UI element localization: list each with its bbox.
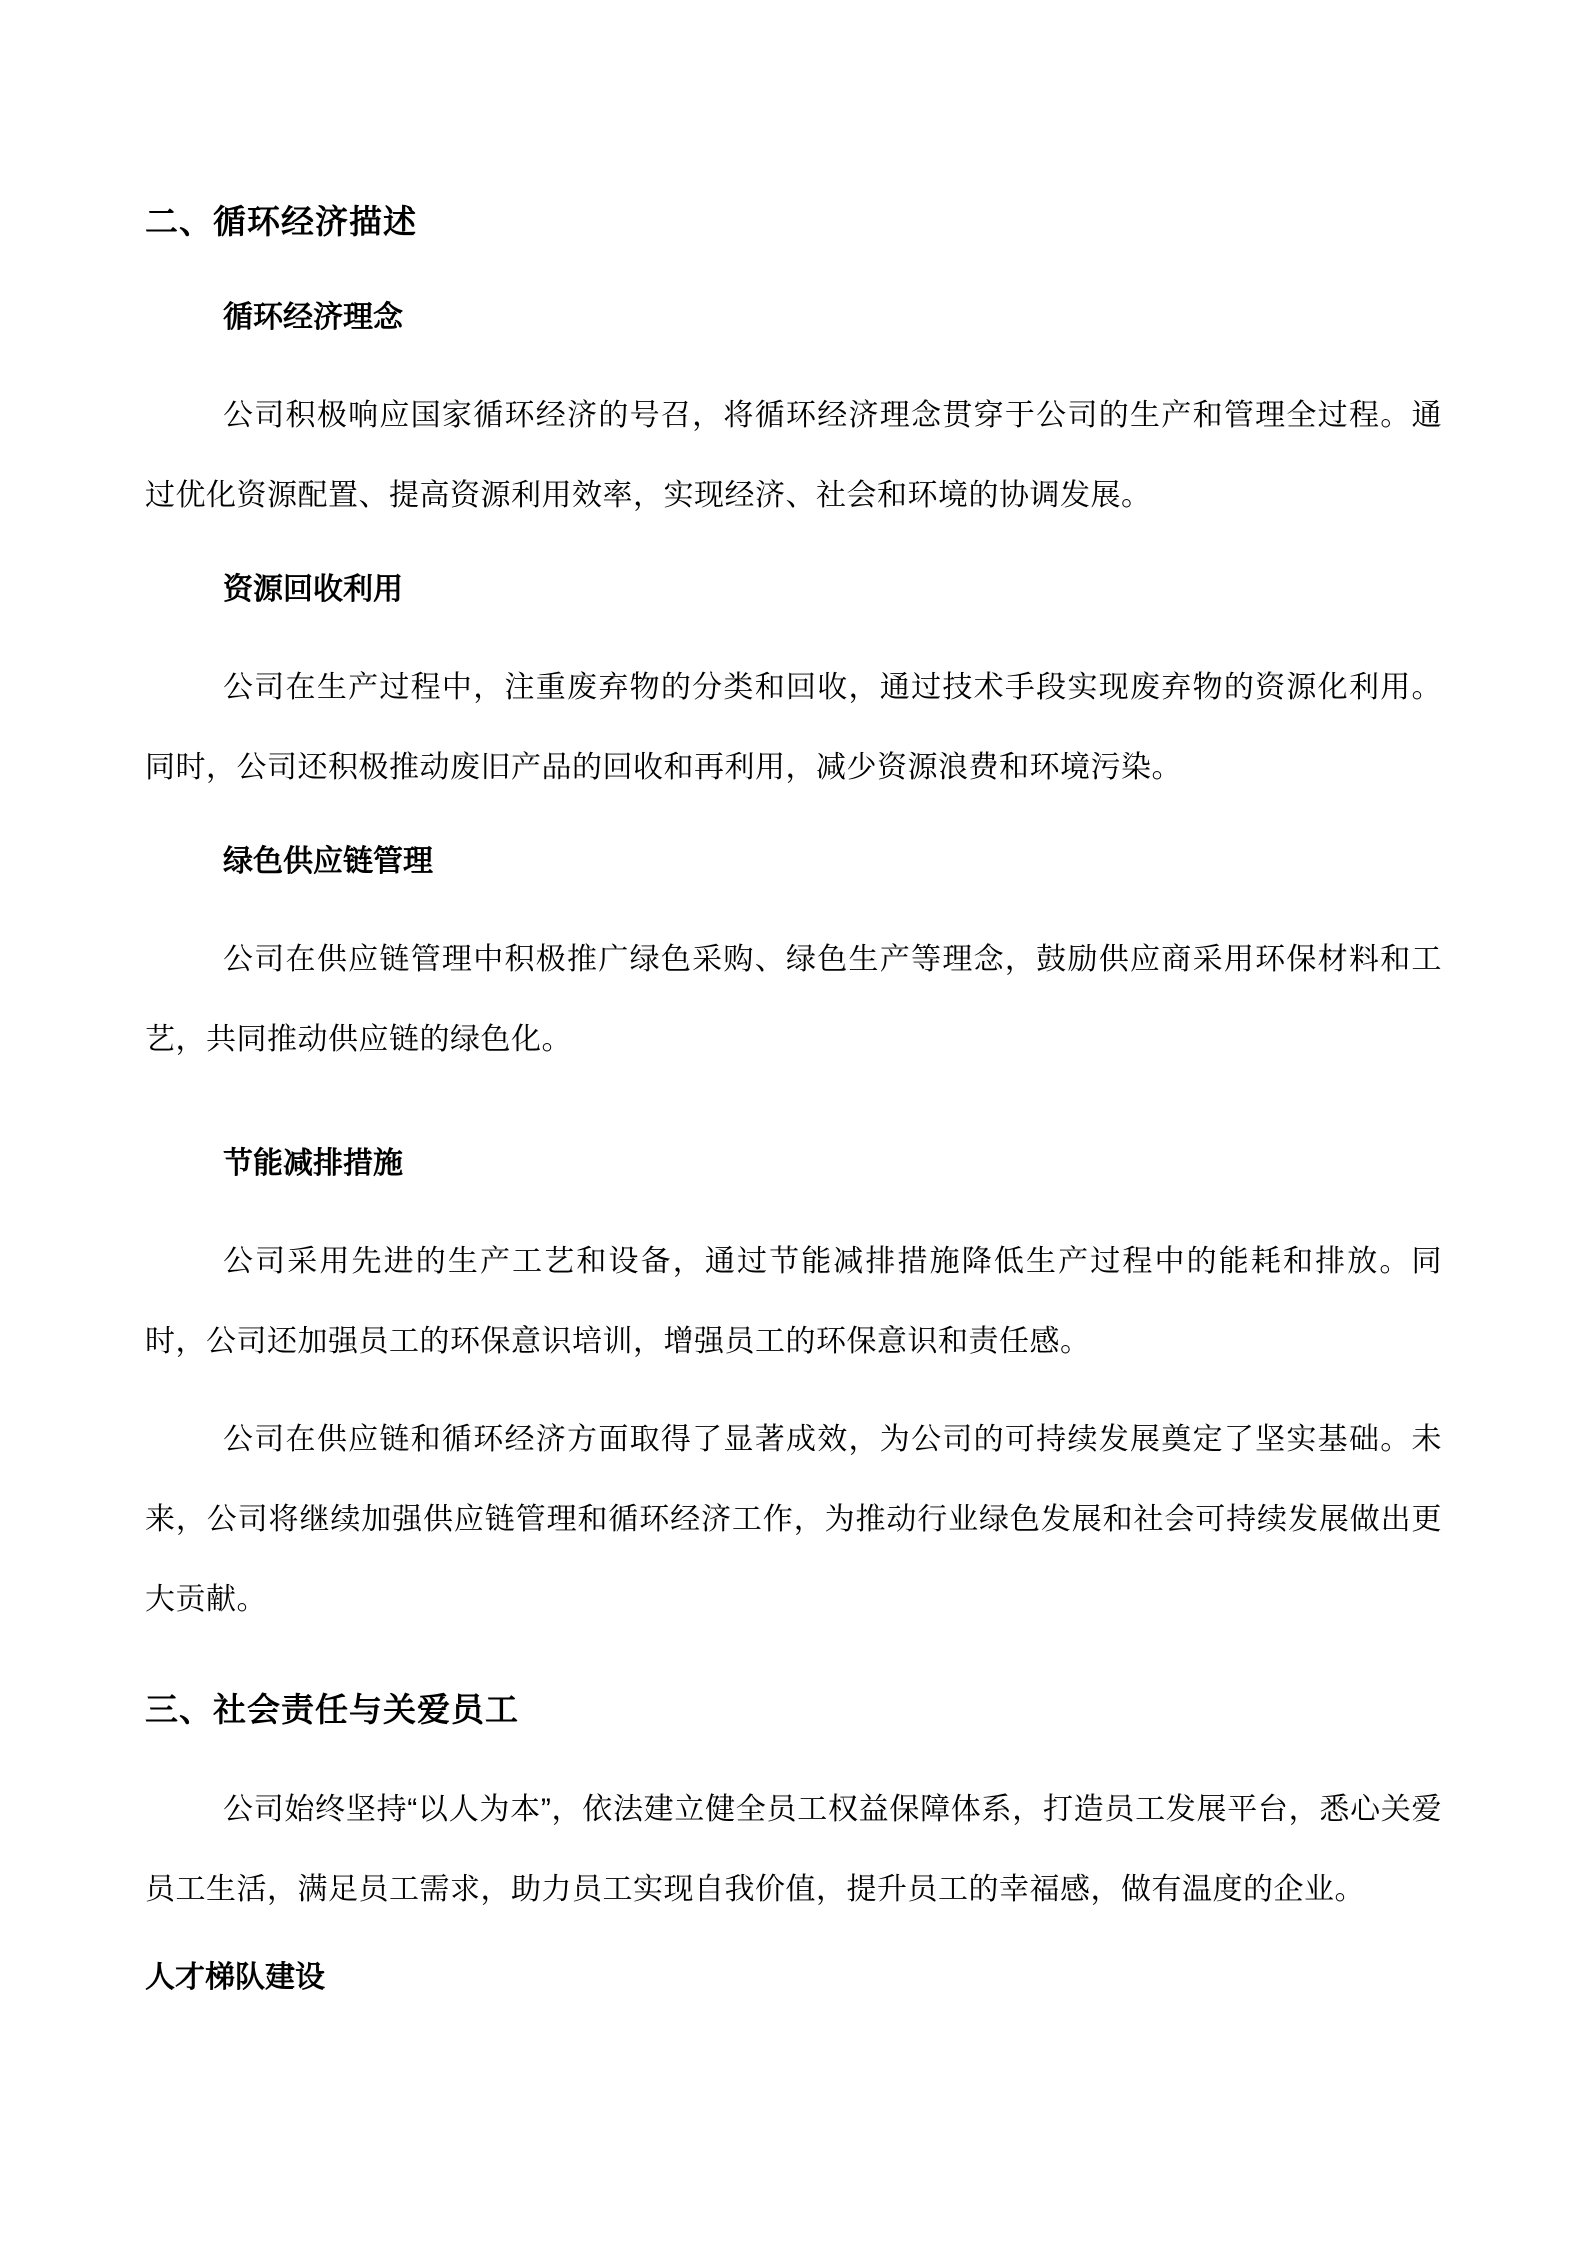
paragraph-resource-recycling: 公司在生产过程中，注重废弃物的分类和回收，通过技术手段实现废弃物的资源化利用。同时，公司还积极推动废旧产品的回收和再利用，减少资源浪费和环境污染。	[145, 671, 1442, 784]
subheading-energy-saving: 节能减排措施	[223, 1147, 403, 1180]
heading-circular-economy: 二、循环经济描述	[145, 203, 417, 240]
paragraph-green-supply-chain: 公司在供应链管理中积极推广绿色采购、绿色生产等理念，鼓励供应商采用环保材料和工艺，共同推动供应链的绿色化。	[145, 943, 1442, 1056]
subheading-circular-economy-concept: 循环经济理念	[223, 301, 403, 334]
paragraph-energy-saving: 公司采用先进的生产工艺和设备，通过节能减排措施降低生产过程中的能耗和排放。同时，公司还加强员工的环保意识培训，增强员工的环保意识和责任感。	[145, 1245, 1442, 1358]
heading-talent-team: 人才梯队建设	[145, 1961, 325, 1994]
paragraph-social-responsibility: 公司始终坚持“以人为本”，依法建立健全员工权益保障体系，打造员工发展平台，悉心关爱员工生活，满足员工需求，助力员工实现自我价值，提升员工的幸福感，做有温度的企业。	[145, 1793, 1442, 1906]
heading-social-responsibility: 三、社会责任与关爱员工	[145, 1691, 519, 1728]
paragraph-summary: 公司在供应链和循环经济方面取得了显著成效，为公司的可持续发展奠定了坚实基础。未来，公司将继续加强供应链管理和循环经济工作，为推动行业绿色发展和社会可持续发展做出更大贡献。	[145, 1423, 1442, 1616]
subheading-resource-recycling: 资源回收利用	[223, 573, 403, 606]
subheading-green-supply-chain: 绿色供应链管理	[223, 845, 433, 878]
paragraph-circular-economy-concept: 公司积极响应国家循环经济的号召，将循环经济理念贯穿于公司的生产和管理全过程。通过优化资源配置、提高资源利用效率，实现经济、社会和环境的协调发展。	[145, 399, 1442, 512]
